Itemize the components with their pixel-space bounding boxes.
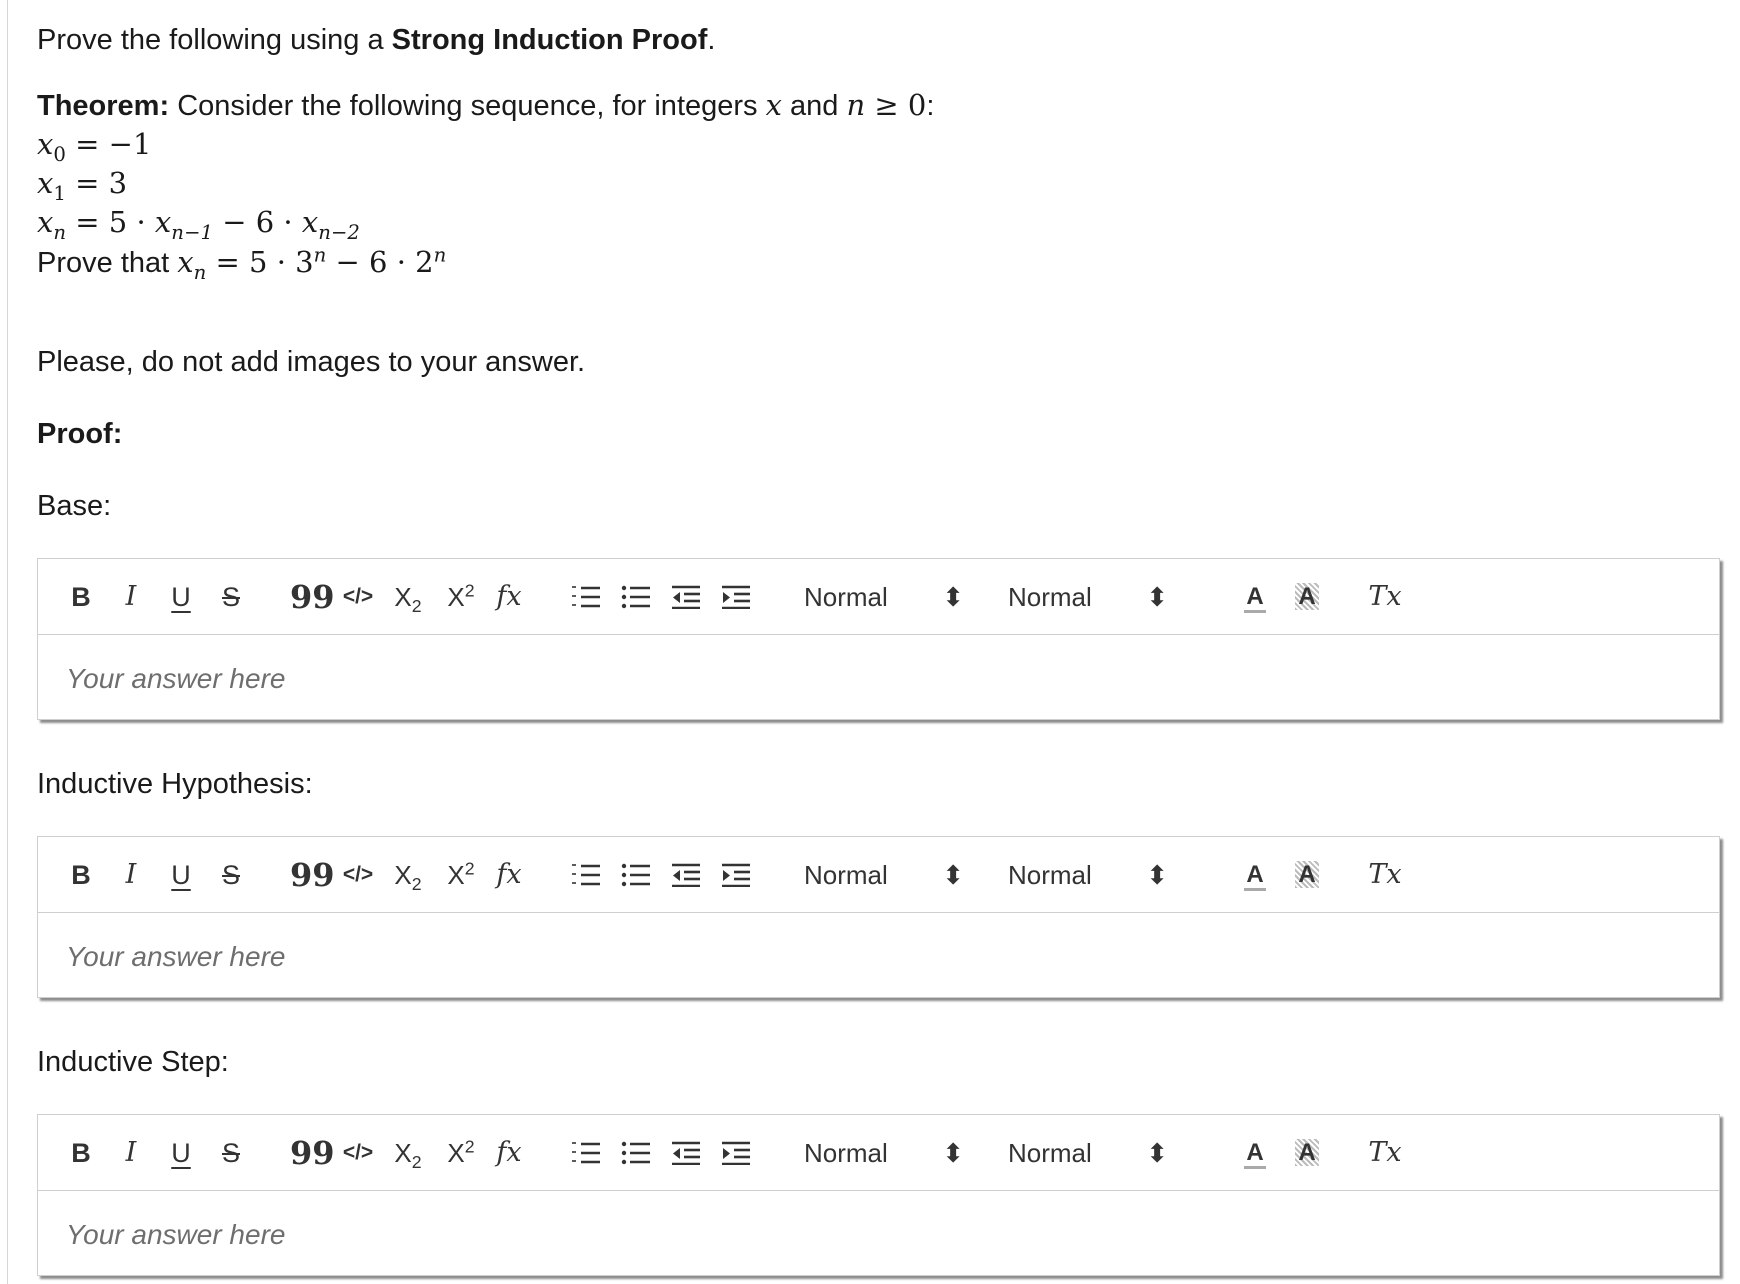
seq2-var: x: [37, 166, 54, 200]
text-color-button[interactable]: [1240, 577, 1270, 617]
theorem-label: Theorem:: [37, 90, 170, 122]
seq3-eq-a: = 5 ·: [66, 205, 155, 239]
ordered-list-button[interactable]: [568, 855, 604, 895]
editor-toolbar: [38, 559, 1719, 635]
subscript-mark: 2: [411, 1152, 422, 1173]
bullet-list-icon: [621, 863, 651, 887]
theorem-and: and: [781, 90, 847, 122]
theorem-text: Consider the following sequence, for integers: [169, 90, 766, 122]
bold-button[interactable]: B: [71, 1138, 91, 1168]
indent-button[interactable]: [718, 577, 754, 617]
formula-button[interactable]: fx: [496, 581, 522, 612]
text-color-icon: A: [1244, 583, 1265, 613]
select-arrows-icon: ⬍: [942, 860, 964, 890]
superscript-button[interactable]: [443, 855, 479, 895]
formula-button[interactable]: fx: [496, 859, 522, 890]
superscript-mark: 2: [464, 580, 475, 601]
sequence-line-3: [37, 204, 360, 244]
outdent-icon: [671, 585, 701, 609]
outdent-button[interactable]: [668, 577, 704, 617]
background-color-button[interactable]: [1290, 577, 1324, 617]
intro-suffix: .: [707, 24, 716, 56]
indent-icon: [721, 1141, 751, 1165]
outdent-button[interactable]: [668, 855, 704, 895]
bullet-list-icon: [621, 1141, 651, 1165]
superscript-mark: 2: [464, 858, 475, 879]
format-select[interactable]: [804, 1133, 964, 1173]
editor-toolbar: [38, 837, 1719, 913]
underline-button[interactable]: U: [171, 582, 191, 612]
strike-button[interactable]: S: [221, 1138, 240, 1168]
subscript-mark: 2: [411, 874, 422, 895]
section-label-step: Inductive Step:: [37, 1046, 229, 1078]
theorem-cond: ≥ 0: [865, 88, 927, 122]
outdent-icon: [671, 1141, 701, 1165]
seq3-var-a: x: [154, 205, 172, 239]
subscript-x: X: [394, 1138, 412, 1168]
indent-icon: [721, 585, 751, 609]
background-color-icon: A: [1295, 1139, 1318, 1166]
theorem-var-n: n: [846, 88, 866, 122]
blockquote-button[interactable]: 99: [290, 1134, 335, 1172]
indent-button[interactable]: [718, 855, 754, 895]
superscript-x: X: [447, 1138, 465, 1168]
editor-toolbar: [38, 1115, 1719, 1191]
format-select[interactable]: [804, 577, 964, 617]
superscript-button[interactable]: [443, 577, 479, 617]
bullet-list-button[interactable]: [618, 855, 654, 895]
sequence-line-2: [37, 165, 128, 205]
seq3-var: x: [37, 205, 54, 239]
formula-button[interactable]: fx: [496, 1137, 522, 1168]
theorem-colon: :: [926, 90, 935, 122]
seq3-eq-b: − 6 ·: [213, 205, 302, 239]
subscript-x: X: [394, 860, 412, 890]
seq1-var: x: [37, 127, 54, 161]
blockquote-button[interactable]: 99: [290, 578, 335, 616]
superscript-x: X: [447, 860, 465, 890]
bold-button[interactable]: B: [71, 860, 91, 890]
strike-button[interactable]: S: [221, 860, 240, 890]
clear-format-button[interactable]: Tx: [1368, 581, 1402, 612]
section-label-hypothesis: Inductive Hypothesis:: [37, 768, 313, 800]
blockquote-button[interactable]: 99: [290, 856, 335, 894]
size-select[interactable]: [1008, 1133, 1168, 1173]
code-button[interactable]: </>: [342, 1141, 374, 1164]
seq2-sub: 1: [53, 181, 66, 205]
size-select-value: Normal: [1008, 582, 1092, 612]
format-select-value: Normal: [804, 582, 888, 612]
bold-button[interactable]: B: [71, 582, 91, 612]
format-select-value: Normal: [804, 860, 888, 890]
superscript-mark: 2: [464, 1136, 475, 1157]
format-select-value: Normal: [804, 1138, 888, 1168]
text-color-icon: A: [1244, 861, 1265, 891]
editor-hypothesis: [37, 836, 1720, 998]
prove-prefix: Prove that: [37, 247, 178, 279]
strike-button[interactable]: S: [221, 582, 240, 612]
answer-input[interactable]: Your answer here: [66, 1219, 286, 1250]
code-button[interactable]: </>: [342, 585, 374, 608]
indent-button[interactable]: [718, 1133, 754, 1173]
seq2-rhs: = 3: [65, 166, 128, 200]
seq3-sub-b: n−2: [318, 220, 360, 244]
background-color-button[interactable]: [1290, 1133, 1324, 1173]
italic-button[interactable]: I: [125, 1137, 137, 1168]
intro-bold: Strong Induction Proof: [391, 24, 708, 56]
note-text: Please, do not add images to your answer.: [37, 346, 586, 378]
bullet-list-button[interactable]: [618, 577, 654, 617]
select-arrows-icon: ⬍: [942, 582, 964, 612]
theorem-line: [37, 87, 934, 124]
prove-a: = 5 · 3: [206, 245, 314, 279]
seq3-sub: n: [53, 220, 67, 244]
theorem-var-x: x: [765, 88, 782, 122]
size-select-value: Normal: [1008, 860, 1092, 890]
superscript-button[interactable]: [443, 1133, 479, 1173]
proof-heading: Proof:: [37, 418, 123, 450]
text-color-button[interactable]: [1240, 1133, 1270, 1173]
prove-exp2: n: [433, 243, 447, 267]
italic-button[interactable]: I: [125, 859, 137, 890]
editor-base: [37, 558, 1720, 720]
clear-format-button[interactable]: Tx: [1368, 859, 1402, 890]
prove-line: [37, 243, 447, 284]
intro-line: [37, 22, 715, 58]
intro-prefix: Prove the following using a: [37, 24, 392, 56]
size-select[interactable]: [1008, 577, 1168, 617]
clear-format-button[interactable]: Tx: [1368, 1137, 1402, 1168]
size-select-value: Normal: [1008, 1138, 1092, 1168]
underline-button[interactable]: U: [171, 860, 191, 890]
subscript-x: X: [394, 582, 412, 612]
seq3-sub-a: n−1: [171, 220, 214, 244]
code-button[interactable]: </>: [342, 863, 374, 886]
bullet-list-button[interactable]: [618, 1133, 654, 1173]
italic-button[interactable]: I: [125, 581, 137, 612]
select-arrows-icon: ⬍: [1146, 582, 1168, 612]
prove-exp1: n: [313, 243, 327, 267]
ordered-list-button[interactable]: [568, 577, 604, 617]
subscript-mark: 2: [411, 596, 422, 617]
bullet-list-icon: [621, 585, 651, 609]
prove-var: x: [177, 245, 194, 279]
seq1-rhs: = −1: [65, 127, 152, 161]
prove-b: − 6 · 2: [326, 245, 434, 279]
format-select[interactable]: [804, 855, 964, 895]
text-color-icon: A: [1244, 1139, 1265, 1169]
answer-input[interactable]: Your answer here: [66, 941, 286, 972]
seq3-var-b: x: [301, 205, 319, 239]
subscript-button[interactable]: [390, 577, 426, 617]
size-select[interactable]: [1008, 855, 1168, 895]
background-color-icon: A: [1295, 861, 1318, 888]
select-arrows-icon: ⬍: [1146, 1138, 1168, 1168]
text-color-button[interactable]: [1240, 855, 1270, 895]
section-label-base: Base:: [37, 490, 112, 522]
select-arrows-icon: ⬍: [942, 1138, 964, 1168]
seq1-sub: 0: [53, 142, 66, 166]
superscript-x: X: [447, 582, 465, 612]
indent-icon: [721, 863, 751, 887]
background-color-button[interactable]: [1290, 855, 1324, 895]
background-color-icon: A: [1295, 583, 1318, 610]
subscript-button[interactable]: [390, 1133, 426, 1173]
sequence-line-1: [37, 126, 152, 166]
ordered-list-icon: [571, 863, 601, 887]
underline-button[interactable]: U: [171, 1138, 191, 1168]
select-arrows-icon: ⬍: [1146, 860, 1168, 890]
outdent-icon: [671, 863, 701, 887]
editor-step: [37, 1114, 1720, 1276]
ordered-list-button[interactable]: [568, 1133, 604, 1173]
answer-input[interactable]: Your answer here: [66, 663, 286, 694]
ordered-list-icon: [571, 1141, 601, 1165]
ordered-list-icon: [571, 585, 601, 609]
subscript-button[interactable]: [390, 855, 426, 895]
left-border: [7, 0, 8, 1284]
outdent-button[interactable]: [668, 1133, 704, 1173]
prove-sub: n: [193, 260, 207, 284]
